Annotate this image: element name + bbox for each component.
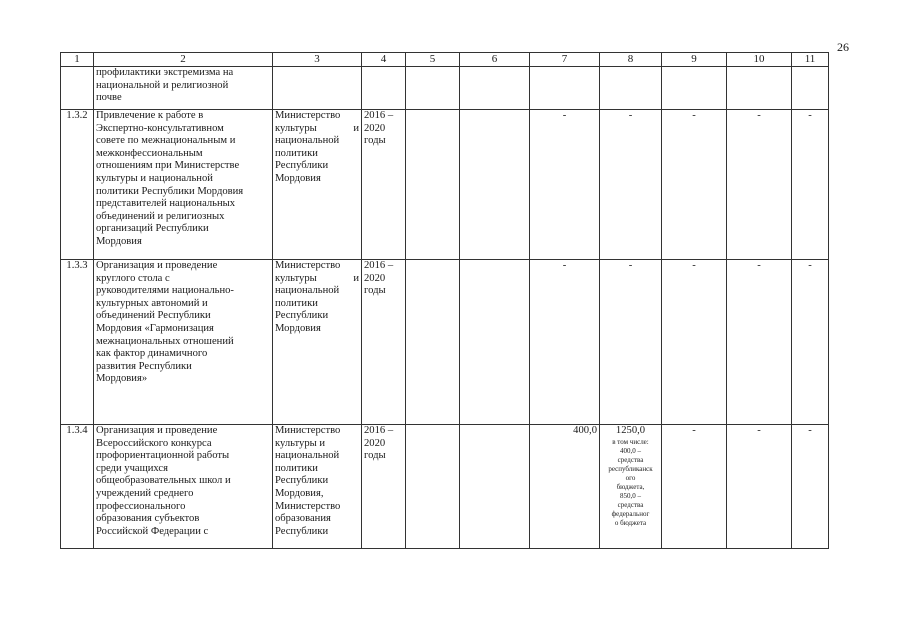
col5-cell xyxy=(406,67,460,110)
executor-cell xyxy=(273,425,362,549)
text-line: Мордовия xyxy=(275,172,321,184)
col5-cell xyxy=(406,425,460,549)
header-cell: 2 xyxy=(94,53,273,67)
text-line: национальной xyxy=(275,450,340,462)
text-line: национальной xyxy=(275,285,340,297)
text-line: объединений и религиозных xyxy=(96,210,225,222)
row-number: 1.3.4 xyxy=(61,425,94,549)
header-cell: 6 xyxy=(460,53,530,67)
text-line: культуры и национальной xyxy=(96,172,213,184)
col5-cell xyxy=(406,260,460,425)
text-line: Министерство xyxy=(275,500,341,512)
text-line: представителей национальных xyxy=(96,198,236,210)
text-line: почве xyxy=(96,92,122,104)
text-line: политики Республики Мордовия xyxy=(96,185,244,197)
text-line: Республики xyxy=(275,310,329,322)
header-cell: 8 xyxy=(600,53,662,67)
text-line: 2016 – xyxy=(364,260,394,271)
text-line: межконфессиональным xyxy=(96,147,203,159)
table-row xyxy=(61,260,829,425)
text-line: Мордовия xyxy=(96,235,142,247)
col9-cell xyxy=(662,67,727,110)
period-cell xyxy=(362,67,406,110)
text-line: Министерство xyxy=(275,425,341,436)
note-line: 400,0 – xyxy=(620,447,641,455)
note-line: средства xyxy=(617,456,644,464)
text-line: совете по межнациональным и xyxy=(96,135,236,147)
header-cell: 11 xyxy=(792,53,829,67)
note-line: в том числе: xyxy=(612,438,649,446)
text-line: культуры и xyxy=(275,272,359,284)
funding-note xyxy=(602,438,659,528)
text-line: профориентационной работы xyxy=(96,450,230,462)
col8-cell xyxy=(600,425,662,549)
text-line: Министерство xyxy=(275,110,341,121)
col7-cell: - xyxy=(530,110,600,260)
col5-cell xyxy=(406,110,460,260)
text-line: национальной xyxy=(275,135,340,147)
period-cell xyxy=(362,110,406,260)
text-line: Российской Федерации с xyxy=(96,525,209,537)
text-line: политики xyxy=(275,297,318,309)
header-cell: 9 xyxy=(662,53,727,67)
amount-total: 1250,0 xyxy=(615,425,646,436)
text-line: Организация и проведение xyxy=(96,260,218,271)
text-line: политики xyxy=(275,462,318,474)
text-line: политики xyxy=(275,147,318,159)
text-line: 2016 – xyxy=(364,425,394,436)
table-row xyxy=(61,110,829,260)
executor-cell xyxy=(273,67,362,110)
col10-cell: - xyxy=(727,110,792,260)
col6-cell xyxy=(460,110,530,260)
col10-cell: - xyxy=(727,425,792,549)
text-line: развития Республики xyxy=(96,360,192,372)
note-line: 850,0 – xyxy=(620,492,641,500)
text-line: годы xyxy=(364,450,386,462)
header-cell: 1 xyxy=(61,53,94,67)
text-line: Организация и проведение xyxy=(96,425,218,436)
col6-cell xyxy=(460,425,530,549)
text-line: образования субъектов xyxy=(96,513,200,525)
period-cell xyxy=(362,260,406,425)
text-line: Республики xyxy=(275,475,329,487)
measure-name xyxy=(94,67,273,110)
text-line: 2016 – xyxy=(364,110,394,121)
text-line: межнациональных отношений xyxy=(96,335,234,347)
col10-cell xyxy=(727,67,792,110)
row-number: 1.3.3 xyxy=(61,260,94,425)
text-line: Всероссийского конкурса xyxy=(96,437,212,449)
header-cell: 3 xyxy=(273,53,362,67)
text-line: объединений Республики xyxy=(96,310,211,322)
col9-cell: - xyxy=(662,110,727,260)
col11-cell xyxy=(792,67,829,110)
text-line: годы xyxy=(364,285,386,297)
text-line: общеобразовательных школ и xyxy=(96,475,231,487)
note-line: ого xyxy=(625,474,636,482)
row-number: 1.3.2 xyxy=(61,110,94,260)
text-line: культуры и xyxy=(275,437,326,449)
text-line: профилактики экстремизма на xyxy=(96,67,234,78)
program-table xyxy=(60,52,829,549)
text-line: как фактор динамичного xyxy=(96,348,208,360)
header-cell: 4 xyxy=(362,53,406,67)
col8-cell: - xyxy=(600,110,662,260)
text-line: национальной и религиозной xyxy=(96,79,229,91)
measure-name xyxy=(94,110,273,260)
text-line: Экспертно-консультативном xyxy=(96,122,224,134)
header-cell: 7 xyxy=(530,53,600,67)
note-line: о бюджета xyxy=(614,519,647,527)
text-line: культурных автономий и xyxy=(96,297,208,309)
text-line: Мордовия, xyxy=(275,487,324,499)
col11-cell: - xyxy=(792,425,829,549)
col8-cell xyxy=(600,67,662,110)
text-line: образования xyxy=(275,513,331,525)
row-number xyxy=(61,67,94,110)
text-line: 2020 xyxy=(364,272,386,284)
text-line: организаций Республики xyxy=(96,223,209,235)
col7-cell: - xyxy=(530,260,600,425)
col7-cell: 400,0 xyxy=(530,425,600,549)
text-line: Мордовия «Гармонизация xyxy=(96,322,214,334)
text-line: отношениям при Министерстве xyxy=(96,160,240,172)
header-cell: 10 xyxy=(727,53,792,67)
table-header-row xyxy=(61,53,829,67)
text-line: 2020 xyxy=(364,122,386,134)
measure-name xyxy=(94,425,273,549)
table-row xyxy=(61,67,829,110)
col9-cell: - xyxy=(662,425,727,549)
note-line: федеральног xyxy=(611,510,650,518)
text-line: среди учащихся xyxy=(96,462,168,474)
text-line: Республики xyxy=(275,525,329,537)
text-line: Мордовия xyxy=(275,322,321,334)
text-line: Республики xyxy=(275,160,329,172)
col11-cell: - xyxy=(792,260,829,425)
text-line: руководителями национально- xyxy=(96,285,234,297)
text-line: учреждений среднего xyxy=(96,487,194,499)
text-line: культуры и xyxy=(275,122,359,134)
page-number: 26 xyxy=(837,40,849,54)
table-row xyxy=(61,425,829,549)
col7-cell xyxy=(530,67,600,110)
text-line: 2020 xyxy=(364,437,386,449)
col10-cell: - xyxy=(727,260,792,425)
col6-cell xyxy=(460,67,530,110)
text-line: Привлечение к работе в xyxy=(96,110,204,121)
executor-cell xyxy=(273,110,362,260)
col11-cell: - xyxy=(792,110,829,260)
note-line: бюджета, xyxy=(616,483,645,491)
col9-cell: - xyxy=(662,260,727,425)
executor-cell xyxy=(273,260,362,425)
period-cell xyxy=(362,425,406,549)
text-line: годы xyxy=(364,135,386,147)
text-line: Мордовия» xyxy=(96,373,148,385)
text-line: Министерство xyxy=(275,260,341,271)
measure-name xyxy=(94,260,273,425)
col8-cell: - xyxy=(600,260,662,425)
header-cell: 5 xyxy=(406,53,460,67)
text-line: круглого стола с xyxy=(96,272,170,284)
col6-cell xyxy=(460,260,530,425)
note-line: республиканск xyxy=(608,465,653,473)
note-line: средства xyxy=(617,501,644,509)
text-line: профессионального xyxy=(96,500,186,512)
